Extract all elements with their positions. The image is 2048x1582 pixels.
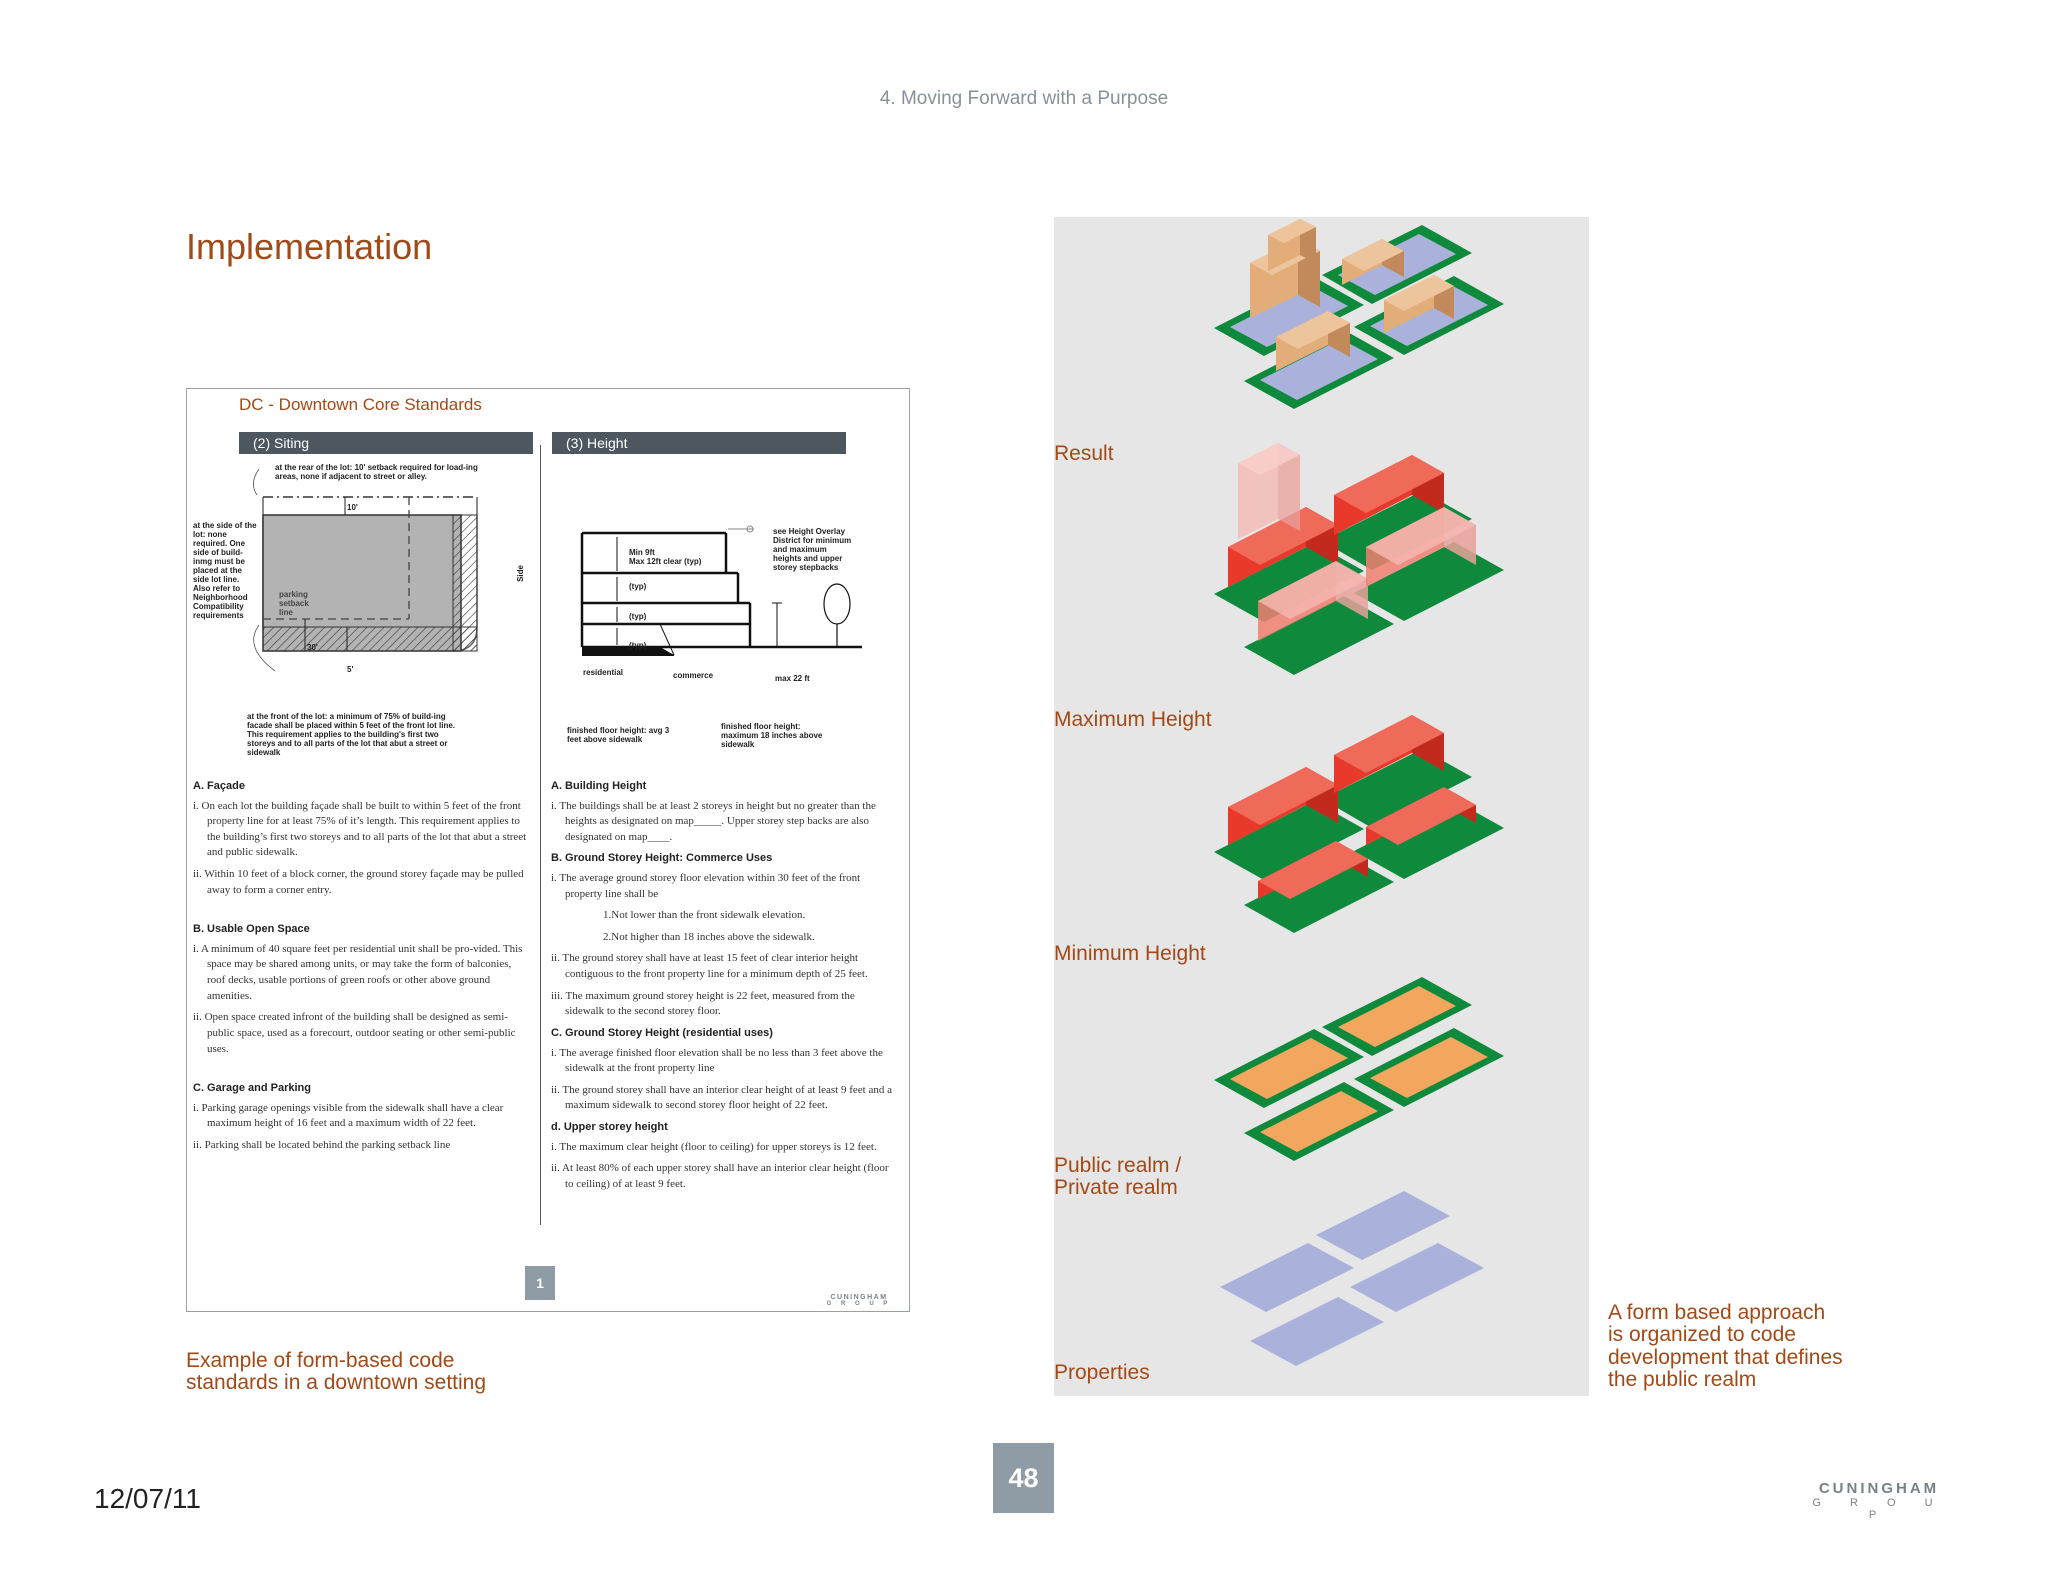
upper-storey-i: i. The maximum clear height (floor to ceiling) for upper storeys is 12 feet.: [551, 1140, 877, 1153]
siting-header: (2) Siting: [239, 432, 533, 454]
stage-label-properties: Properties: [1054, 1361, 1150, 1384]
front-lot-note: at the front of the lot: a minimum of 75% of build-ing facade shall be placed within 5 feet of the front lot line. This requirement applies to the building's first two storeys and to all parts of the lot that abut a street or sidewalk: [247, 712, 456, 757]
maximum-height-stage-graphic: [1214, 443, 1504, 675]
stage-label-realm: Public realm / Private realm: [1054, 1154, 1182, 1200]
inner-page-number: 1: [525, 1266, 555, 1300]
typ-label-3: (typ): [629, 641, 647, 650]
typ-label-2: (typ): [629, 612, 647, 621]
minimum-height-stage-graphic: [1214, 715, 1504, 933]
stage-label-result: Result: [1054, 442, 1114, 465]
ground-commerce-i-2: 2.Not higher than 18 inches above the sidewalk.: [603, 930, 815, 943]
inner-brand-top: CUNINGHAM: [830, 1294, 888, 1301]
inner-brand-logo: [819, 1294, 899, 1307]
standards-title: DC - Downtown Core Standards: [239, 395, 482, 414]
side-lot-note: at the side of the lot: none required. One side of build-inmg must be placed at the side lot line. Also refer to Neighborhood Compatibility requirements: [193, 521, 257, 620]
ground-commerce-iii: iii. The maximum ground storey height is 22 feet, measured from the sidewalk to the second storey floor.: [551, 989, 855, 1018]
commerce-label: commerce: [673, 671, 714, 680]
stage-label-minimum: Minimum Height: [1054, 942, 1206, 965]
open-space-heading: B. Usable Open Space: [193, 923, 310, 936]
inner-brand-bottom: G R O U P: [826, 1301, 892, 1307]
garage-heading: C. Garage and Parking: [193, 1082, 311, 1095]
garage-i: i. Parking garage openings visible from the sidewalk shall have a clear maximum height of 16 feet and a maximum width of 22 feet.: [193, 1101, 504, 1130]
ground-commerce-ii: ii. The ground storey shall have at least 15 feet of clear interior height contiguous to the front property line for a minimum depth of 25 feet.: [551, 952, 868, 981]
left-caption: Example of form-based code standards in a downtown setting: [186, 1349, 487, 1395]
footer-brand-logo: [1812, 1480, 1946, 1521]
ground-commerce-heading: B. Ground Storey Height: Commerce Uses: [551, 852, 773, 865]
building-height-heading: A. Building Height: [551, 780, 647, 792]
height-diagram: [542, 489, 902, 689]
parking-setback-note: parking setback line: [279, 590, 309, 617]
garage-ii: ii. Parking shall be located behind the parking setback line: [193, 1138, 451, 1151]
dim-10: 10': [347, 503, 358, 512]
side-label: Side: [515, 565, 525, 582]
siting-text: [193, 779, 531, 1160]
section-header: 4. Moving Forward with a Purpose: [879, 88, 1169, 109]
stage-label-maximum: Maximum Height: [1054, 708, 1212, 731]
result-stage-graphic: [1214, 219, 1504, 409]
right-caption: A form based approach is organized to code development that defines the public realm: [1608, 1301, 1843, 1391]
open-space-i: i. A minimum of 40 square feet per residential unit shall be pro-vided. This space may be shared among units, or may take the form of balconies, roof decks, usable portions of green roofs or other above ground amenities.: [193, 942, 523, 1002]
upper-storey-heading: d. Upper storey height: [551, 1120, 668, 1133]
ground-residential-ii: ii. The ground storey shall have an interior clear height of at least 9 feet and a maximum sidewalk to second storey floor height of 22 feet.: [551, 1083, 892, 1112]
overlay-note: see Height Overlay District for minimum and maximum heights and upper storey stepbacks: [773, 527, 852, 572]
page-number: 48: [993, 1443, 1054, 1513]
finished-floor-com-note: finished floor height: maximum 18 inches above sidewalk: [721, 722, 823, 749]
page-title: Implementation: [186, 226, 433, 267]
standards-panel: [186, 388, 910, 1312]
building-height-i: i. The buildings shall be at least 2 storeys in height but no greater than the heights as designated on map_____. Upper storey step backs are also designated on map____.: [551, 799, 876, 843]
facade-heading: A. Façade: [193, 780, 245, 792]
ground-commerce-i-1: 1.Not lower than the front sidewalk elevation.: [603, 909, 806, 922]
stage-illustrations: [1054, 217, 1589, 1396]
ground-commerce-i: i. The average ground storey floor elevation within 30 feet of the front property line shall be: [551, 872, 861, 900]
dim-5: 5': [347, 665, 354, 674]
facade-i: i. On each lot the building façade shall be built to within 5 feet of the front property line for at least 75% of it’s length. This requirement applies to the building’s first two storeys and to all parts of the lot that abut a street and public sidewalk.: [193, 799, 527, 859]
residential-label: residential: [583, 668, 624, 677]
height-text: [551, 779, 895, 1198]
footer-brand-bottom: G R O U P: [1812, 1497, 1946, 1521]
footer-date: 12/07/11: [94, 1483, 201, 1514]
properties-stage-graphic: [1220, 1191, 1484, 1366]
max22-label: max 22 ft: [775, 674, 810, 683]
footer-brand-top: CUNINGHAM: [1818, 1480, 1940, 1497]
upper-storey-ii: ii. At least 80% of each upper storey shall have an interior clear height (floor to ceiling) of at least 9 feet.: [551, 1162, 889, 1190]
ground-residential-heading: C. Ground Storey Height (residential uses): [551, 1026, 773, 1039]
open-space-ii: ii. Open space created infront of the building shall be designed as semi-public space, used as a forecourt, outdoor seating or other semi-public uses.: [193, 1011, 516, 1055]
ground-residential-i: i. The average finished floor elevation shall be no less than 3 feet above the sidewalk at the front property line: [551, 1046, 883, 1075]
facade-ii: ii. Within 10 feet of a block corner, the ground storey façade may be pulled away to form a corner entry.: [193, 868, 524, 896]
column-divider: [540, 445, 541, 1225]
finished-floor-res-note: finished floor height: avg 3 feet above sidewalk: [567, 726, 670, 744]
rear-lot-note: at the rear of the lot: 10' setback required for load-ing areas, none if adjacent to street or alley.: [275, 463, 478, 481]
typ-label-1: (typ): [629, 582, 647, 591]
dim-30: 30': [307, 643, 318, 652]
height-min-max: Min 9ft Max 12ft clear (typ): [629, 548, 702, 566]
form-based-illustration: [1054, 217, 1589, 1396]
height-header: (3) Height: [552, 432, 846, 454]
realm-stage-graphic: [1214, 977, 1504, 1161]
